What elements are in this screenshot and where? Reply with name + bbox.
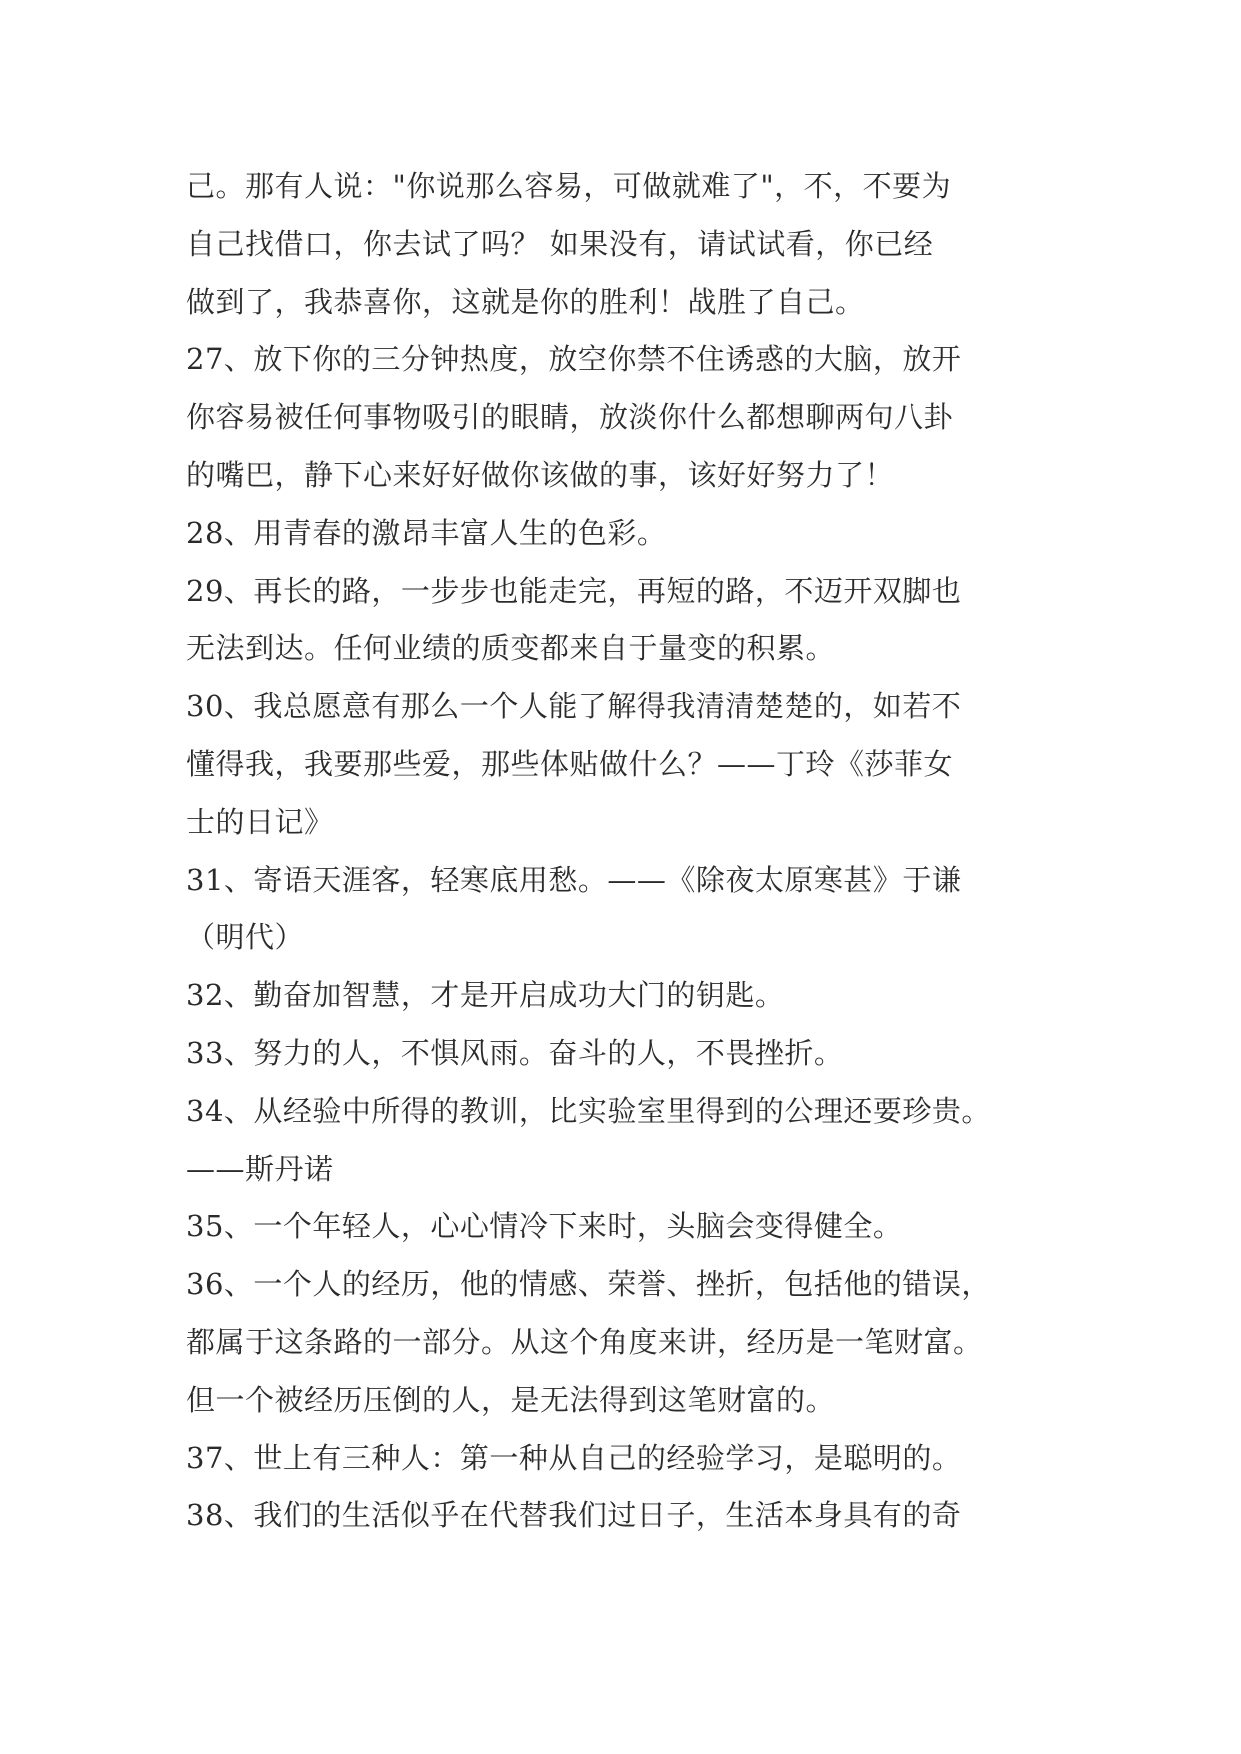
- text-line: 懂得我，我要那些爱，那些体贴做什么？——丁玲《莎菲女: [186, 746, 954, 781]
- text-line: 27、放下你的三分钟热度，放空你禁不住诱惑的大脑，放开: [186, 342, 962, 377]
- text-line: 但一个被经历压倒的人，是无法得到这笔财富的。: [186, 1382, 836, 1417]
- text-line: 31、寄语天涯客，轻寒底用愁。——《除夜太原寒甚》于谦: [186, 862, 962, 897]
- text-line: 29、再长的路，一步步也能走完，再短的路，不迈开双脚也: [186, 573, 962, 608]
- text-line: 自己找借口，你去试了吗？ 如果没有，请试试看，你已经: [186, 226, 934, 261]
- text-line: （明代）: [186, 920, 305, 955]
- text-line: 28、用青春的激昂丰富人生的色彩。: [186, 515, 667, 550]
- text-line: 己。那有人说："你说那么容易，可做就难了"，不，不要为: [186, 169, 952, 203]
- text-line: 34、从经验中所得的教训，比实验室里得到的公理还要珍贵。: [186, 1093, 991, 1128]
- text-line: 都属于这条路的一部分。从这个角度来讲，经历是一笔财富。: [186, 1324, 983, 1359]
- text-line: 33、努力的人，不惧风雨。奋斗的人，不畏挫折。: [186, 1035, 844, 1070]
- text-line: ——斯丹诺: [186, 1151, 334, 1186]
- text-line: 37、世上有三种人：第一种从自己的经验学习，是聪明的。: [186, 1440, 962, 1475]
- text-line: 38、我们的生活似乎在代替我们过日子，生活本身具有的奇: [186, 1498, 962, 1533]
- text-line: 你容易被任何事物吸引的眼睛，放淡你什么都想聊两句八卦: [186, 400, 954, 435]
- text-line: 的嘴巴，静下心来好好做你该做的事，该好好努力了！: [186, 457, 895, 492]
- text-line: 36、一个人的经历，他的情感、荣誉、挫折，包括他的错误，: [186, 1267, 991, 1302]
- text-line: 35、一个年轻人，心心情冷下来时，头脑会变得健全。: [186, 1209, 903, 1244]
- text-line: 士的日记》: [186, 804, 334, 839]
- text-line: 32、勤奋加智慧，才是开启成功大门的钥匙。: [186, 978, 785, 1013]
- text-line: 做到了，我恭喜你，这就是你的胜利！战胜了自己。: [186, 284, 865, 319]
- text-line: 30、我总愿意有那么一个人能了解得我清清楚楚的，如若不: [186, 689, 962, 724]
- document-body: [186, 158, 1086, 1545]
- text-line: 无法到达。任何业绩的质变都来自于量变的积累。: [186, 631, 836, 666]
